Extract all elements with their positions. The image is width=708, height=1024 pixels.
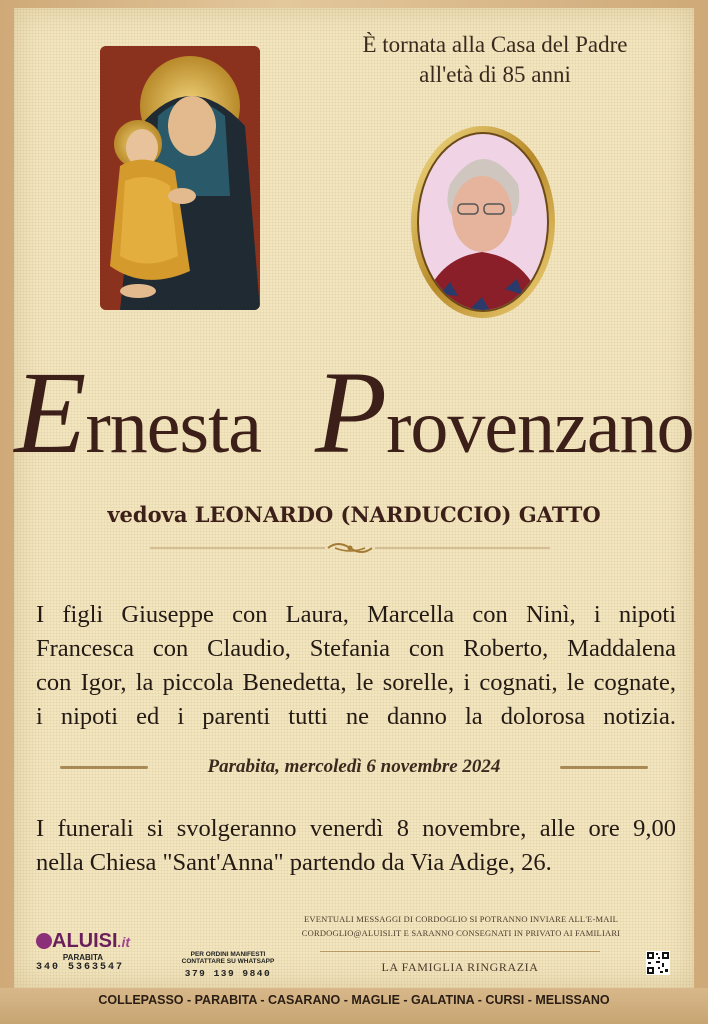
announcement-line-2: all'età di 85 anni [419,62,571,87]
order-phone: 379 139 9840 [184,968,272,979]
condolence-notice-line-2: CORDOGLIO@ALUISI.IT E SARANNO CONSEGNATI IN PRIVATO AI FAMILIARI [301,928,621,938]
announcement-line-1: È tornata alla Casa del Padre [362,32,628,57]
last-name-rest: rovenzano [386,385,694,469]
footer-cities: COLLEPASSO - PARABITA - CASARANO - MAGLIE - GALATINA - CURSI - MELISSANO [0,988,708,1024]
date-place: Parabita, mercoledì 6 novembre 2024 [207,756,501,777]
agency-logo [36,930,130,973]
qr-code-icon[interactable] [646,951,670,975]
logo-swirl-icon [36,933,52,949]
order-line-1: PER ORDINI MANIFESTI [190,951,266,958]
family-line-1: I figli Giuseppe con Laura, Marcella con Ninì, i nipoti [36,601,676,628]
family-thanks: LA FAMIGLIA RINGRAZIA [381,960,539,974]
notice-divider [320,951,600,952]
funeral-line-2: nella Chiesa "Sant'Anna" partendo da Via Adige, 26. [36,849,552,876]
funeral-line-1: I funerali si svolgeranno venerdì 8 novembre, alle ore 9,00 [36,815,676,842]
widow-of: vedova LEONARDO (NARDUCCIO) GATTO [107,502,601,527]
family-line-3: con Igor, la piccola Benedetta, le sorelle, i cognati, le cognate, [36,669,676,696]
family-line-4: i nipoti ed i parenti tutti ne danno la dolorosa notizia. [36,703,676,730]
first-name-initial: E [14,347,86,478]
funeral-text [36,812,676,880]
last-name-initial: P [314,347,387,478]
family-text [36,598,676,734]
madonna-painting [100,46,260,310]
condolence-notice-line-1: EVENTUALI MESSAGGI DI CORDOGLIO SI POTRANNO INVIARE ALL'E-MAIL [303,914,618,924]
family-line-2: Francesca con Claudio, Stefania con Roberto, Maddalena [36,635,676,662]
agency-logo-text: ALUISI.it [36,930,130,953]
agency-phone: 340 5363547 [36,962,125,973]
deceased-name [0,345,708,481]
ornament-divider [150,538,550,558]
order-info [178,951,278,979]
agency-city: PARABITA [62,953,104,962]
order-line-2: CONTATTARE SU WHATSAPP [181,958,275,965]
first-name-rest: rnesta [85,385,261,469]
deceased-portrait [410,124,556,320]
